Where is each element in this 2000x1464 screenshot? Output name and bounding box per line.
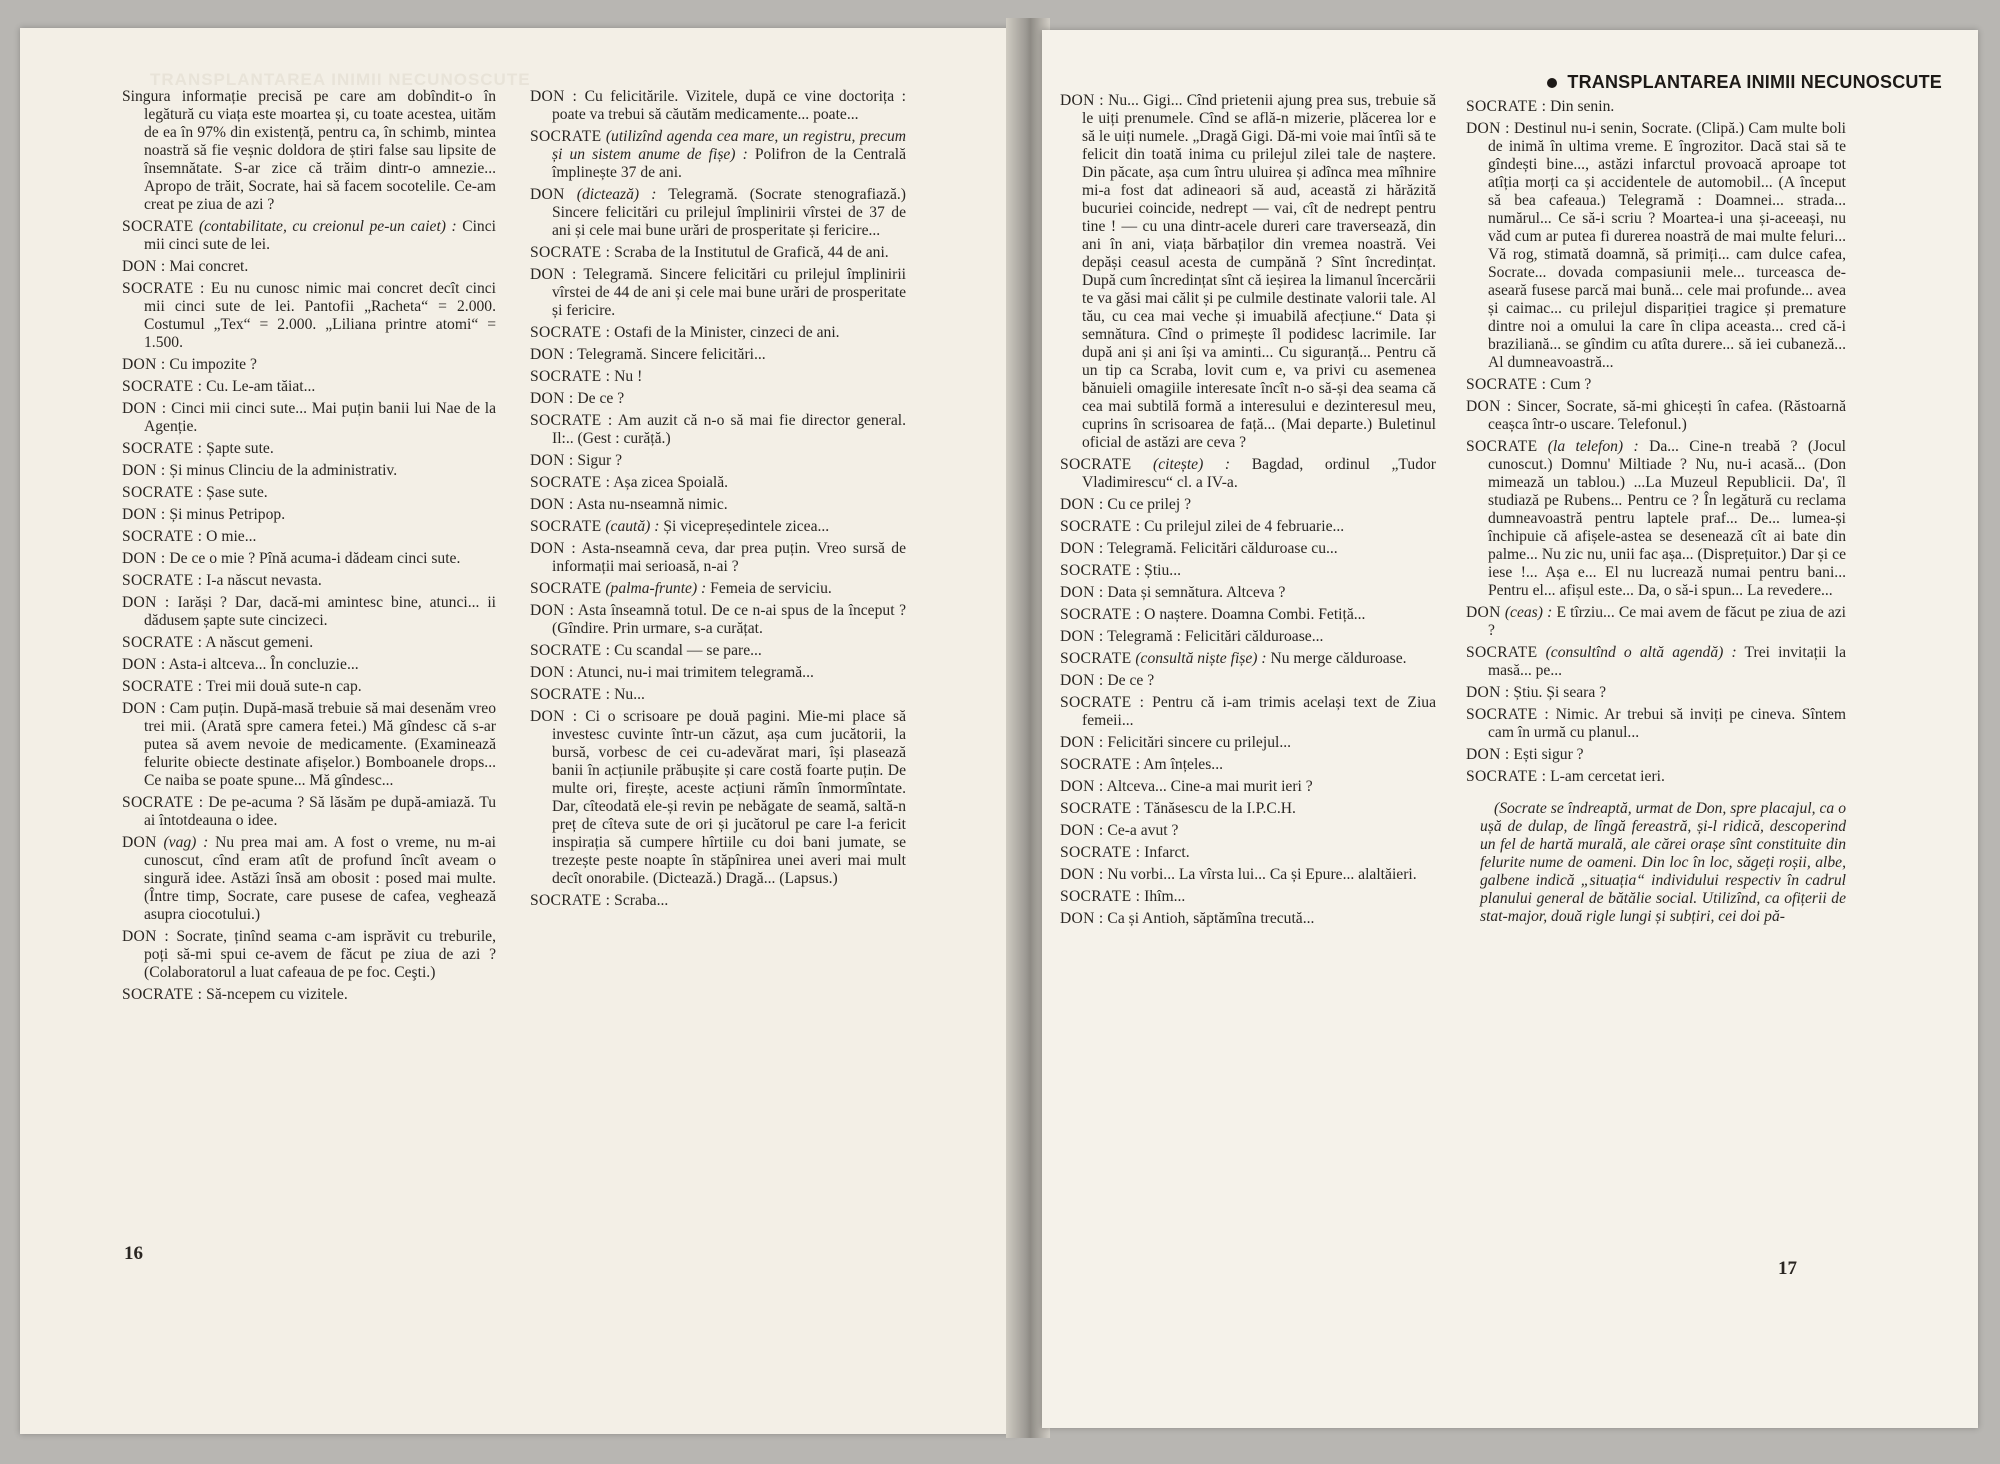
speaker-name: DON : xyxy=(122,656,166,673)
dialogue-text: Da... Cine-n treabă ? (Jocul cunoscut.) Domnu' Miltiade ? Nu, nu-i acasă... (Don mimează un tablou.) ...La Muzeul Republicii. Da', îl studiază pe Rubens... Pentru ce ? În legătură cu reclama dumneavoastră pentru laptele praf... De... lumea-și închipuie că afișele-astea se desenează cît ai bate din palme... Nu zic nu, unii fac așa... (Disprețuitor.) Dar și ce iese !... Așa e... El nu lucrează numai pentru bani... Pentru el... afișul este... Da, o să-i spun... La revedere... xyxy=(1488,438,1846,599)
speaker-name: DON : xyxy=(122,506,166,523)
speaker-name: SOCRATE : xyxy=(122,528,203,545)
dialogue-text: Trei invitații la masă... pe... xyxy=(1488,644,1847,679)
dialogue-line xyxy=(1466,684,1846,702)
right-page-column-2 xyxy=(1466,98,1846,942)
stage-direction: (dictează) : xyxy=(576,186,657,203)
dialogue-text: Șapte sute. xyxy=(206,440,274,457)
dialogue-text: Cu scandal — se pare... xyxy=(614,642,762,659)
dialogue-line xyxy=(1466,398,1846,434)
speaker-name: DON : xyxy=(530,496,574,513)
speaker-name: SOCRATE xyxy=(1466,438,1538,455)
speaker-name: SOCRATE : xyxy=(1060,800,1141,817)
dialogue-text: I-a născut nevasta. xyxy=(206,572,322,589)
dialogue-text: Infarct. xyxy=(1144,844,1190,861)
dialogue-text: Cinci mii cinci sute... Mai puțin banii lui Nae de la Agenție. xyxy=(144,400,496,435)
right-page-column-1 xyxy=(1060,92,1436,932)
stage-direction: (palma-frunte) : xyxy=(605,580,707,597)
dialogue-line xyxy=(1060,822,1436,840)
speaker-name: DON xyxy=(122,834,157,851)
speaker-name: DON : xyxy=(1060,540,1104,557)
dialogue-line xyxy=(530,266,906,320)
dialogue-text: Să-ncepem cu vizitele. xyxy=(206,986,348,1003)
speaker-name: SOCRATE : xyxy=(530,892,611,909)
dialogue-line xyxy=(530,580,906,598)
speaker-name: DON : xyxy=(122,928,169,945)
dialogue-text: Am înțeles... xyxy=(1143,756,1223,773)
speaker-name: SOCRATE : xyxy=(530,686,611,703)
dialogue-line xyxy=(122,834,496,924)
speaker-name: DON : xyxy=(1060,496,1104,513)
dialogue-text: Felicitări sincere cu prilejul... xyxy=(1107,734,1292,751)
speaker-name: SOCRATE : xyxy=(1466,706,1549,723)
dialogue-line xyxy=(1466,706,1846,742)
speaker-name: DON : xyxy=(1060,822,1104,839)
speaker-name: DON : xyxy=(1060,584,1104,601)
dialogue-line xyxy=(1466,120,1846,372)
dialogue-line xyxy=(1466,438,1846,600)
dialogue-text: Socrate, ținînd seama c-am isprăvit cu treburile, poți să-mi spui ce-avem de făcut pe ziua de azi ? (Colaboratorul a luat cafeaua de pe foc. Ceşti.) xyxy=(144,928,496,981)
dialogue-text: Asta nu-nseamnă nimic. xyxy=(576,496,728,513)
dialogue-text: Asta înseamnă totul. De ce n-ai spus de la început ? (Gîndire. Prin urmare, s-a curățat. xyxy=(552,602,906,637)
running-header-title: TRANSPLANTAREA INIMII NECUNOSCUTE xyxy=(1567,72,1942,92)
dialogue-text: Din senin. xyxy=(1550,98,1615,115)
dialogue-line xyxy=(530,244,906,262)
dialogue-line xyxy=(1060,584,1436,602)
dialogue-line xyxy=(530,128,906,182)
dialogue-line xyxy=(122,634,496,652)
speaker-name: SOCRATE xyxy=(1060,650,1132,667)
speaker-name: SOCRATE : xyxy=(122,572,203,589)
dialogue-line xyxy=(122,218,496,254)
dialogue-line xyxy=(1060,778,1436,796)
dialogue-text: Telegramă. (Socrate stenografiază.) Sincere felicitări cu prilejul împlinirii vîrstei de 37 de ani și cele mai bune urări de prosperitate și fericire... xyxy=(552,186,906,239)
dialogue-line xyxy=(1466,644,1846,680)
dialogue-line xyxy=(530,474,906,492)
dialogue-text: Cu impozite ? xyxy=(169,356,257,373)
stage-direction: (ceas) : xyxy=(1504,604,1553,621)
dialogue-text: Telegramă. Sincere felicitări cu prilejul împlinirii vîrstei de 44 de ani și cele mai bune urări de prosperitate și fericire. xyxy=(552,266,906,319)
speaker-name: SOCRATE xyxy=(122,218,194,235)
dialogue-text: E tîrziu... Ce mai avem de făcut pe ziua de azi ? xyxy=(1488,604,1846,639)
dialogue-text: Nu ! xyxy=(614,368,643,385)
speaker-name: SOCRATE : xyxy=(1060,606,1141,623)
dialogue-line xyxy=(530,368,906,386)
speaker-name: SOCRATE : xyxy=(122,440,203,457)
speaker-name: DON : xyxy=(122,700,166,717)
stage-direction: (contabilitate, cu creionul pe-un caiet) : xyxy=(198,218,457,235)
dialogue-line xyxy=(122,356,496,374)
dialogue-line xyxy=(530,88,906,124)
dialogue-line xyxy=(122,280,496,352)
dialogue-text: Ești sigur ? xyxy=(1513,746,1584,763)
speaker-name: SOCRATE xyxy=(530,580,602,597)
left-page-column-1 xyxy=(122,88,496,1008)
speaker-name: SOCRATE : xyxy=(1466,768,1547,785)
dialogue-text: A născut gemeni. xyxy=(205,634,314,651)
dialogue-text: Polifron de la Centrală împlinește 37 de ani. xyxy=(552,146,906,181)
dialogue-text: Ce-a avut ? xyxy=(1107,822,1179,839)
dialogue-text: Iarăși ? Dar, dacă-mi amintesc bine, atunci... ii dădusem șapte sute cincizeci. xyxy=(144,594,497,629)
dialogue-line xyxy=(122,594,496,630)
dialogue-text: Ca și Antioh, săptămîna trecută... xyxy=(1107,910,1315,927)
dialogue-line xyxy=(530,346,906,364)
dialogue-line xyxy=(122,440,496,458)
dialogue-line xyxy=(530,452,906,470)
dialogue-text: Cu ce prilej ? xyxy=(1107,496,1191,513)
dialogue-text: Nu... xyxy=(614,686,645,703)
stage-direction: (la telefon) : xyxy=(1547,438,1639,455)
dialogue-line xyxy=(122,484,496,502)
dialogue-text: Eu nu cunosc nimic mai concret decît cinci mii cinci sute de lei. Pantofii „Racheta“ = 2.000. Costumul „Tex“ = 2.000. „Liliana printre atomi“ = 1.500. xyxy=(144,280,496,351)
dialogue-text: Scraba de la Institutul de Grafică, 44 de ani. xyxy=(614,244,889,261)
speaker-name: SOCRATE : xyxy=(1060,756,1141,773)
dialogue-text: Nu prea mai am. A fost o vreme, nu m-ai cunoscut, cînd eram atît de profund încît aveam o singură idee. Astăzi însă am obosit : posed mai multe. (Între timp, Socrate, care pusese de cafea, veghează asupra ciocotului.) xyxy=(144,834,497,923)
dialogue-line xyxy=(122,986,496,1004)
speaker-name: SOCRATE : xyxy=(1060,888,1141,905)
dialogue-line xyxy=(530,642,906,660)
dialogue-line xyxy=(1060,866,1436,884)
dialogue-line xyxy=(1060,518,1436,536)
running-header xyxy=(1547,72,1942,93)
dialogue-line xyxy=(530,892,906,910)
dialogue-line xyxy=(122,528,496,546)
dialogue-text: Șase sute. xyxy=(206,484,268,501)
speaker-name: DON : xyxy=(530,88,578,105)
dialogue-text: Femeia de serviciu. xyxy=(710,580,832,597)
speaker-name: DON : xyxy=(122,594,170,611)
dialogue-text: Nimic. Ar trebui să inviți pe cineva. Sîntem cam în urmă cu planul... xyxy=(1488,706,1846,741)
dialogue-line xyxy=(122,928,496,982)
dialogue-text: Destinul nu-i senin, Socrate. (Clipă.) Cam multe boli de inimă în ultima vreme. E îngrozitor. Dacă stai să te gîndești bine..., astăzi infarctul provoacă aproape tot atîția morți ca și accidentele de automobil... (A început să bea cafeaua.) Telegramă : Doamnei... strada... numărul... Ce să-i scriu ? Moartea-i una și-aceeași, nu văd cum ar putea fi durerea noastră de mai multe feluri... Vă rog, stimată doamnă, să primiți... cam dulce cafea, Socrate... dovada compasiunii mele... turceasca de-aseară fusese parcă mai bună... cele mai profunde... avea și caimac... cu prilejul dispariției tragice și premature dintre noi a omului la care în clipa aceasta... cred că-i braziliană... se gîndim cu atîta durere... să iei cubaneză... Al dumneavoastră... xyxy=(1488,120,1847,371)
stage-direction: (citește) : xyxy=(1153,456,1231,473)
dialogue-line xyxy=(122,88,496,214)
dialogue-text: Telegramă : Felicitări călduroase... xyxy=(1107,628,1324,645)
dialogue-text: Cu felicitările. Vizitele, după ce vine doctorița : poate va trebui să căutăm medicamente... poate... xyxy=(552,88,906,123)
dialogue-line xyxy=(1060,92,1436,452)
dialogue-text: De ce ? xyxy=(1107,672,1155,689)
dialogue-line xyxy=(1466,376,1846,394)
speaker-name: SOCRATE : xyxy=(122,378,203,395)
dialogue-line xyxy=(1060,672,1436,690)
dialogue-line xyxy=(1060,756,1436,774)
dialogue-text: Data și semnătura. Altceva ? xyxy=(1107,584,1286,601)
speaker-name: SOCRATE : xyxy=(530,474,611,491)
dialogue-line xyxy=(122,378,496,396)
dialogue-text: Știu. Și seara ? xyxy=(1513,684,1607,701)
dialogue-line xyxy=(1466,746,1846,764)
dialogue-text: Singura informație precisă pe care am dobîndit-o în legătură cu viața este moartea și, cu toate acestea, uităm de ea în 97% din existență, pentru ca, în schimb, mintea noastră să fie veșnic doldora de știri false sau lipsite de însemnătate. S-ar zice că trăim dintr-o amnezie... Apropo de trăit, Socrate, hai să facem socotelile. Ce-am creat pe ziua de azi ? xyxy=(122,88,496,213)
dialogue-text: Atunci, nu-i mai trimitem telegramă... xyxy=(576,664,814,681)
speaker-name: DON : xyxy=(1060,92,1104,109)
dialogue-text: Pentru că i-am trimis același text de Ziua femeii... xyxy=(1082,694,1437,729)
speaker-name: DON : xyxy=(1060,910,1104,927)
dialogue-line xyxy=(1060,606,1436,624)
dialogue-line xyxy=(530,686,906,704)
dialogue-text: Telegramă. Sincere felicitări... xyxy=(577,346,766,363)
left-page-column-2 xyxy=(530,88,906,914)
dialogue-text: Ihîm... xyxy=(1144,888,1186,905)
speaker-name: SOCRATE xyxy=(530,128,602,145)
dialogue-line xyxy=(1060,888,1436,906)
dialogue-text: Ci o scrisoare pe două pagini. Mie-mi place să investesc cuvinte într-un căzut, așa cum jucătorii, la bursă, vorbesc de cei cu-adevărat mari, își plasează banii în acțiunile prăbușite și care costă foarte puțin. De multe ori, firește, aceste acțiuni rămîn înmormîntate. Dar, cîteodată ele-și revin pe nebăgate de seamă, saltă-n preț de cîteva sute de ori și jucătorul pe care l-a fericit inspirația să cumpere hîrtiile cu doi bani jumate, se trezește peste noapte în stăpînirea unei averi mai mult decît onorabile. (Dictează.) Dragă... (Lapsus.) xyxy=(552,708,906,887)
speaker-name: SOCRATE : xyxy=(530,244,611,261)
dialogue-text: Cinci mii cinci sute de lei. xyxy=(144,218,496,253)
dialogue-line xyxy=(122,678,496,696)
speaker-name: DON : xyxy=(1466,746,1510,763)
dialogue-text: De ce ? xyxy=(577,390,625,407)
speaker-name: SOCRATE : xyxy=(1060,694,1145,711)
speaker-name: SOCRATE : xyxy=(530,368,611,385)
speaker-name: DON : xyxy=(1060,628,1104,645)
speaker-name: SOCRATE : xyxy=(1060,562,1141,579)
dialogue-text: Telegramă. Felicitări călduroase cu... xyxy=(1107,540,1338,557)
dialogue-text: Cu. Le-am tăiat... xyxy=(206,378,316,395)
speaker-name: SOCRATE : xyxy=(122,678,203,695)
dialogue-line xyxy=(530,518,906,536)
speaker-name: SOCRATE : xyxy=(1060,844,1141,861)
page-number-right: 17 xyxy=(1778,1258,1797,1279)
speaker-name: DON : xyxy=(122,550,166,567)
dialogue-line xyxy=(122,700,496,790)
speaker-name: DON : xyxy=(122,258,166,275)
stage-direction: (consultă niște fișe) : xyxy=(1135,650,1267,667)
speaker-name: SOCRATE : xyxy=(530,642,611,659)
dialogue-text: O naștere. Doamna Combi. Fetiță... xyxy=(1144,606,1366,623)
dialogue-line xyxy=(530,664,906,682)
dialogue-text: Trei mii două sute-n cap. xyxy=(205,678,362,695)
dialogue-text: Altceva... Cine-a mai murit ieri ? xyxy=(1106,778,1313,795)
dialogue-line xyxy=(530,412,906,448)
speaker-name: SOCRATE : xyxy=(122,280,205,297)
dialogue-text: Sincer, Socrate, să-mi ghicești în cafea. (Răstoarnă ceașca într-o uscare. Telefonul.) xyxy=(1488,398,1846,433)
dialogue-line xyxy=(1060,562,1436,580)
dialogue-line xyxy=(1060,496,1436,514)
dialogue-text: Și minus Petripop. xyxy=(169,506,286,523)
dialogue-text: De pe-acuma ? Să lăsăm pe după-amiază. Tu ai întotdeauna o idee. xyxy=(144,794,496,829)
dialogue-line xyxy=(122,400,496,436)
dialogue-text: Ostafi de la Minister, cinzeci de ani. xyxy=(614,324,840,341)
stage-direction: (vag) : xyxy=(163,834,209,851)
speaker-name: SOCRATE : xyxy=(530,324,611,341)
dialogue-line xyxy=(122,506,496,524)
speaker-name: SOCRATE : xyxy=(530,412,613,429)
dialogue-line xyxy=(530,324,906,342)
speaker-name: SOCRATE : xyxy=(1466,376,1547,393)
speaker-name: DON : xyxy=(530,346,574,363)
dialogue-text: L-am cercetat ieri. xyxy=(1550,768,1665,785)
speaker-name: DON : xyxy=(530,708,578,725)
dialogue-line xyxy=(1060,694,1436,730)
speaker-name: SOCRATE xyxy=(1466,644,1538,661)
dialogue-text: Mai concret. xyxy=(169,258,249,275)
speaker-name: DON : xyxy=(1466,684,1510,701)
speaker-name: DON : xyxy=(122,462,166,479)
dialogue-text: Scraba... xyxy=(614,892,669,909)
dialogue-line xyxy=(1060,734,1436,752)
dialogue-text: O mie... xyxy=(206,528,257,545)
speaker-name: SOCRATE : xyxy=(122,634,203,651)
speaker-name: DON : xyxy=(1466,398,1512,415)
dialogue-line xyxy=(1060,844,1436,862)
speaker-name: DON : xyxy=(530,266,577,283)
speaker-name: SOCRATE : xyxy=(1060,518,1141,535)
speaker-name: DON : xyxy=(1060,734,1104,751)
speaker-name: SOCRATE xyxy=(1060,456,1132,473)
dialogue-text: Știu... xyxy=(1144,562,1181,579)
dialogue-text: Bagdad, ordinul „Tudor Vladimirescu“ cl. a IV-a. xyxy=(1082,456,1436,491)
dialogue-text: Și vicepreședintele zicea... xyxy=(663,518,830,535)
stage-direction: (utilizînd agenda cea mare, un registru, precum și un sistem anume de fișe) : xyxy=(552,128,907,163)
speaker-name: DON : xyxy=(1060,778,1104,795)
dialogue-line xyxy=(1060,628,1436,646)
dialogue-line xyxy=(1466,98,1846,116)
dialogue-text: De ce o mie ? Pînă acuma-i dădeam cinci sute. xyxy=(169,550,461,567)
dialogue-line xyxy=(530,708,906,888)
dialogue-line xyxy=(530,602,906,638)
speaker-name: SOCRATE xyxy=(530,518,602,535)
dialogue-line xyxy=(1060,540,1436,558)
dialogue-line xyxy=(1466,768,1846,786)
dialogue-text: Nu... Gigi... Cînd prietenii ajung prea sus, trebuie să le uiți prenumele. Cînd se află-n mizerie, plăcerea lor e să le uiți numele. „Dragă Gigi. Dă-mi voie mai întîi să te felicit din toată inima cu prilejul zilei tale de naștere. Din păcate, așa cum întru uluirea și adînca mea mîhnire mi-a fost dat adineaori să aud, această zi hărăzită bucuriei coincide, nedrept — vai, cît de nedrept pentru tine ! — cu una dintr-acele dureri care traversează, din ani în ani, viața bărbaților din vremea noastră. Vei depăși ceasul acesta de cumpănă ? Sînt încredințat. După cum încredințat sînt că ieșirea la limanul încercării te va găsi mai călit și pe culmile destinate valorii tale. Al tău, cu cea mai veche și imuabilă afecțiune.“ Data și semnătura. Cînd o primește îl podidesc lacrimile. Iar după ani și ani își va aminti... Cu siguranță... Pentru că un tip ca Scraba, lovit cum e, va privi cu asemenea bănuieli omagiile interesate încît n-o să-și dea seama că cea mai subtilă formă a interesului e dezinteresul meu, cuprins în scrisoarea de față... (Mai departe.) Buletinul oficial de astăzi are ceva ? xyxy=(1082,92,1436,451)
stage-direction-block: (Socrate se îndreaptă, urmat de Don, spre placajul, ca o ușă de dulap, de lîngă fereastră, și-l ridică, descoperind un fel de hartă murală, ale cărei orașe sînt constituite din felurite nume de oameni. Din loc în loc, săgeți roșii, albe, galbene indică „situația“ individului respectiv în cadrul planului general de bătălie social. Utilizînd, ca ofițerii de stat-major, două rigle lungi și subțiri, cei doi pă- xyxy=(1480,800,1846,925)
speaker-name: DON : xyxy=(530,664,574,681)
speaker-name: SOCRATE : xyxy=(122,986,203,1003)
dialogue-line xyxy=(530,186,906,240)
dialogue-line xyxy=(530,496,906,514)
dialogue-text: Cum ? xyxy=(1550,376,1592,393)
page-number-left: 16 xyxy=(124,1243,143,1264)
speaker-name: DON : xyxy=(530,602,575,619)
dialogue-text: Cu prilejul zilei de 4 februarie... xyxy=(1144,518,1345,535)
speaker-name: DON : xyxy=(1060,866,1104,883)
dialogue-text: Și minus Clinciu de la administrativ. xyxy=(169,462,398,479)
dialogue-line xyxy=(1466,604,1846,640)
speaker-name: SOCRATE : xyxy=(122,794,204,811)
dialogue-text: Așa zicea Spoială. xyxy=(613,474,729,491)
dialogue-line xyxy=(122,462,496,480)
dialogue-text: Tănăsescu de la I.P.C.H. xyxy=(1143,800,1296,817)
speaker-name: DON xyxy=(530,186,565,203)
speaker-name: DON : xyxy=(530,390,574,407)
speaker-name: SOCRATE : xyxy=(1466,98,1547,115)
speaker-name: SOCRATE : xyxy=(122,484,203,501)
dialogue-text: Asta-i altceva... În concluzie... xyxy=(168,656,359,673)
speaker-name: DON : xyxy=(122,356,166,373)
dialogue-line xyxy=(530,540,906,576)
speaker-name: DON : xyxy=(1466,120,1510,137)
ghost-running-header: TRANSPLANTAREA INIMII NECUNOSCUTE xyxy=(150,70,531,89)
speaker-name: DON : xyxy=(1060,672,1104,689)
dialogue-line xyxy=(530,390,906,408)
dialogue-text: Cam puțin. După-masă trebuie să mai desenăm vreo trei mii. (Arată spre camera fetei.) Mă gîndesc că s-ar putea să avem nevoie de medicamente. (Examinează felurite obiecte destinate afișelor.) Bomboanele drops... Ce naiba se poate spune... Mă gîndesc... xyxy=(144,700,497,789)
dialogue-line xyxy=(122,794,496,830)
dialogue-text: Sigur ? xyxy=(577,452,623,469)
speaker-name: DON : xyxy=(122,400,167,417)
dialogue-line xyxy=(122,572,496,590)
dialogue-line xyxy=(1060,650,1436,668)
dialogue-line xyxy=(122,258,496,276)
stage-direction: (caută) : xyxy=(605,518,660,535)
dialogue-line xyxy=(1060,910,1436,928)
dialogue-line xyxy=(1060,800,1436,818)
dialogue-text: Asta-nseamnă ceva, dar prea puțin. Vreo sursă de informații mai serioasă, n-ai ? xyxy=(552,540,906,575)
dialogue-line xyxy=(122,656,496,674)
speaker-name: DON : xyxy=(530,540,576,557)
speaker-name: DON xyxy=(1466,604,1501,621)
dialogue-line xyxy=(1060,456,1436,492)
dialogue-text: Nu merge călduroase. xyxy=(1270,650,1407,667)
stage-direction: (consultînd o altă agendă) : xyxy=(1545,644,1737,661)
speaker-name: DON : xyxy=(530,452,574,469)
dialogue-line xyxy=(122,550,496,568)
bullet-icon xyxy=(1547,78,1557,88)
dialogue-text: Nu vorbi... La vîrsta lui... Ca și Epure... alaltăieri. xyxy=(1107,866,1417,883)
dialogue-text: Am auzit că n-o să mai fie director general. Il:.. (Gest : curăță.) xyxy=(552,412,906,447)
